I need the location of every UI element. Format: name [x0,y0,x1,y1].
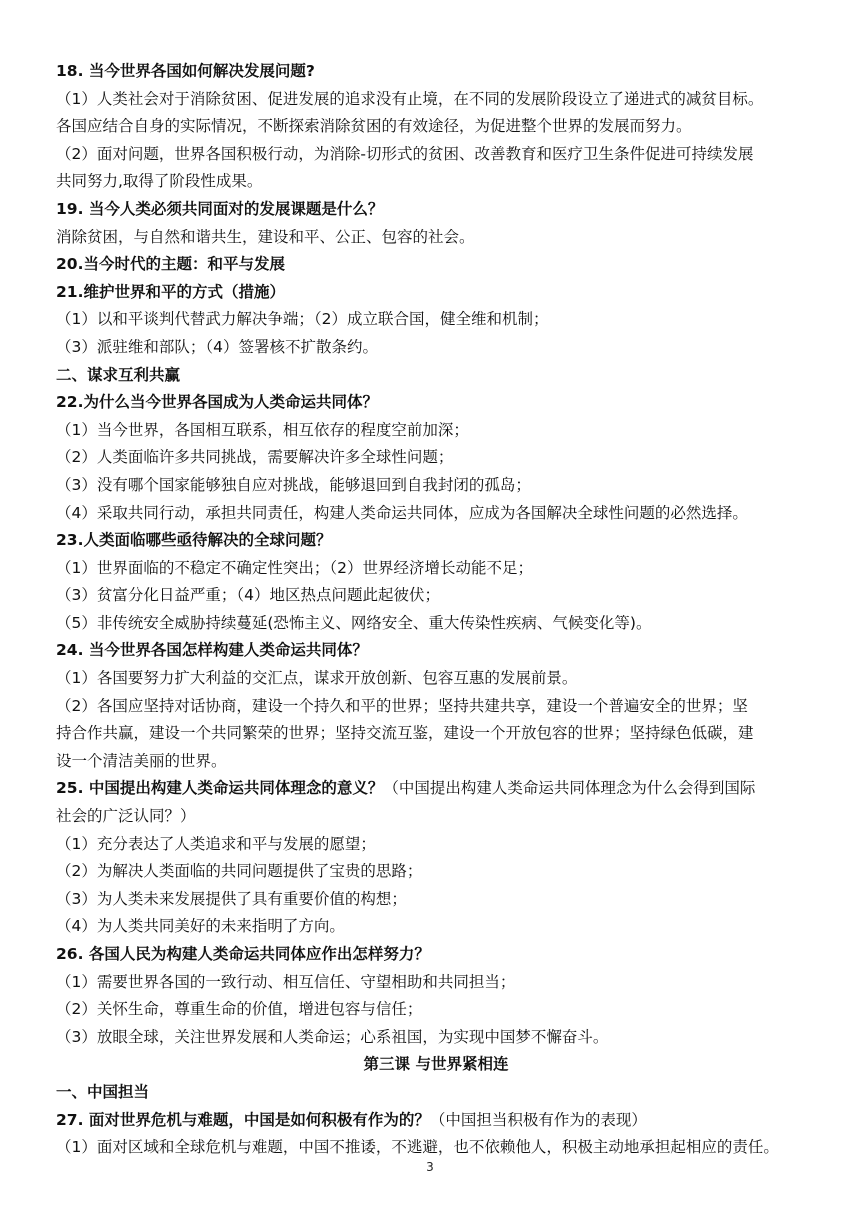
answer-line: 持合作共赢，建设一个共同繁荣的世界；坚持交流互鉴，建设一个开放包容的世界；坚持绿色低碳，建 [56,724,754,743]
question-heading: 22.为什么当今世界各国成为人类命运共同体？ [56,393,378,412]
answer-line: （4）采取共同行动，承担共同责任，构建人类命运共同体，应成为各国解决全球性问题的必然选择。 [56,503,748,522]
question-heading-with-note [56,775,816,803]
answer-line: （1）世界面临的不稳定不确定性突出；（2）世界经济增长动能不足； [56,558,533,577]
answer-line: （2）人类面临许多共同挑战，需要解决许多全球性问题； [56,448,454,467]
answer-line: （1）人类社会对于消除贫困、促进发展的追求没有止境，在不同的发展阶段设立了递进式的减贫目标。 [56,89,764,108]
answer-line: （1）各国要努力扩大利益的交汇点，谋求开放创新、包容互惠的发展前景。 [56,669,578,688]
question-heading: 18. 当今世界各国如何解决发展问题? [56,62,315,80]
answer-line: （4）为人类共同美好的未来指明了方向。 [56,917,345,936]
question-heading: 23.人类面临哪些亟待解决的全球问题？ [56,531,332,550]
page-number: 3 [426,1160,434,1174]
question-heading-with-note [56,1107,816,1135]
answer-line: （1）面对区域和全球危机与难题，中国不推诿，不逃避，也不依赖他人，积极主动地承担起相应的责任。 [56,1138,779,1157]
question-heading: 21.维护世界和平的方式（措施） [56,282,285,301]
answer-line: （3）放眼全球，关注世界发展和人类命运；心系祖国，为实现中国梦不懈奋斗。 [56,1027,609,1046]
answer-line: （2）各国应坚持对话协商，建设一个持久和平的世界；坚持共建共享，建设一个普遍安全的世界；坚 [56,696,748,715]
answer-line: 消除贫困，与自然和谐共生，建设和平、公正、包容的社会。 [56,227,475,246]
answer-line: （3）为人类未来发展提供了具有重要价值的构想； [56,889,407,908]
question-heading: 二、谋求互利共赢 [56,365,181,384]
answer-line: （1）当今世界，各国相互联系，相互依存的程度空前加深； [56,420,469,439]
answer-line: （5）非传统安全威胁持续蔓延(恐怖主义、网络安全、重大传染性疾病、气候变化等)。 [56,613,652,632]
question-heading: 26. 各国人民为构建人类命运共同体应作出怎样努力？ [56,945,430,963]
answer-line: （2）面对问题，世界各国积极行动，为消除-切形式的贫困、改善教育和医疗卫生条件促进可持续发展 [56,144,754,163]
answer-line: （2）为解决人类面临的共同问题提供了宝贵的思路； [56,862,423,881]
question-heading: 24. 当今世界各国怎样构建人类命运共同体？ [56,641,368,660]
answer-line: （3）派驻维和部队；（4）签署核不扩散条约。 [56,337,378,356]
question-heading: 一、中国担当 [56,1082,150,1101]
question-heading: 20.当今时代的主题：和平与发展 [56,255,285,274]
answer-line: （3）贫富分化日益严重；（4）地区热点问题此起彼伏； [56,586,440,605]
question-note: （中国提出构建人类命运共同体理念为什么会得到国际 [383,779,756,798]
question-heading: 19. 当今人类必须共同面对的发展课题是什么？ [56,199,384,218]
answer-line: （1）以和平谈判代替武力解决争端；（2）成立联合国，健全维和机制； [56,310,549,329]
question-heading: 25. 中国提出构建人类命运共同体理念的意义？ [56,779,384,798]
document-body [56,58,816,1162]
question-heading: 27. 面对世界危机与难题，中国是如何积极有作为的？ [56,1110,430,1129]
lesson-title: 第三课 与世界紧相连 [363,1055,509,1074]
answer-line: 共同努力,取得了阶段性成果。 [56,172,263,191]
answer-line: （1）需要世界各国的一致行动、相互信任、守望相助和共同担当； [56,972,516,991]
answer-line: （3）没有哪个国家能够独自应对挑战，能够退回到自我封闭的孤岛； [56,475,531,494]
question-note: （中国担当积极有作为的表现） [429,1110,647,1129]
answer-line: 各国应结合自身的实际情况，不断探索消除贫困的有效途径，为促进整个世界的发展而努力。 [56,117,692,136]
answer-line: （1）充分表达了人类追求和平与发展的愿望； [56,834,376,853]
answer-line: 社会的广泛认同？） [56,807,196,826]
answer-line: （2）关怀生命，尊重生命的价值，增进包容与信任； [56,1000,423,1019]
answer-line: 设一个清洁美丽的世界。 [56,751,227,770]
